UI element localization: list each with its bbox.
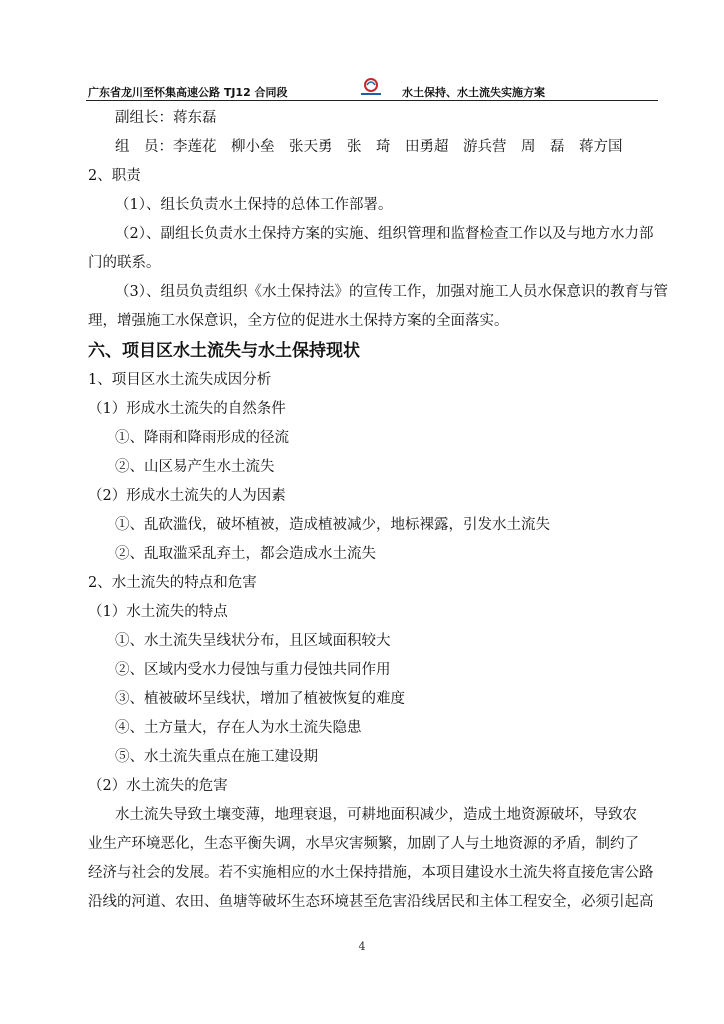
harm-paragraph-line-4: 沿线的河道、农田、鱼塘等破坏生态环境甚至危害沿线居民和主体工程安全，必须引起高	[88, 894, 654, 910]
subsection-1-2: （2）形成水土流失的人为因素	[88, 488, 286, 504]
subsection-2-1-item-a: ①、水土流失呈线状分布，且区域面积较大	[115, 633, 391, 649]
harm-paragraph-line-1: 水土流失导致土壤变薄，地理衰退，可耕地面积减少，造成土地资源破坏，导致农	[115, 807, 637, 823]
duty-item-3-line-2: 理，增强施工水保意识，全方位的促进水土保持方案的全面落实。	[88, 313, 509, 329]
harm-paragraph-line-2: 业生产环境恶化，生态平衡失调，水旱灾害频繁，加剧了人与土地资源的矛盾，制约了	[88, 836, 639, 852]
subsection-1-1-item-a: ①、降雨和降雨形成的径流	[115, 430, 289, 446]
duty-item-2-line-1: （2）、副组长负责水土保持方案的实施、组织管理和监督检查工作以及与地方水力部	[115, 226, 654, 242]
subsection-1-2-item-a: ①、乱砍滥伐，破坏植被，造成植被减少，地标裸露，引发水土流失	[115, 517, 550, 533]
subsection-2-1-item-e: ⑤、水土流失重点在施工建设期	[115, 749, 318, 765]
header-project-title: 广东省龙川至怀集高速公路 TJ12 合同段	[88, 86, 288, 99]
duty-item-3-line-1: （3）、组员负责组织《水土保持法》的宣传工作，加强对施工人员水保意识的教育与管	[115, 284, 668, 300]
members-line: 组 员：李莲花 柳小垒 张天勇 张 琦 田勇超 游兵营 周 磊 蒋方国	[115, 139, 623, 155]
duty-heading: 2、职责	[88, 168, 141, 184]
company-logo-icon	[358, 78, 384, 98]
page-header	[86, 78, 658, 101]
subsection-2-1-item-d: ④、土方量大，存在人为水土流失隐患	[115, 720, 362, 736]
header-document-title: 水土保持、水土流失实施方案	[402, 86, 545, 99]
harm-paragraph-line-3: 经济与社会的发展。若不实施相应的水土保持措施，本项目建设水土流失将直接危害公路	[88, 865, 654, 881]
subsection-2-2: （2）水土流失的危害	[88, 778, 228, 794]
subsection-1-2-item-b: ②、乱取滥采乱弃土，都会造成水土流失	[115, 546, 376, 562]
subsection-1-heading: 1、项目区水土流失成因分析	[88, 372, 272, 388]
subsection-2-1-item-c: ③、植被破坏呈线状，增加了植被恢复的难度	[115, 691, 405, 707]
section-6-title: 六、项目区水土流失与水土保持现状	[88, 341, 360, 361]
page-number: 4	[358, 940, 366, 953]
duty-item-1: （1）、组长负责水土保持的总体工作部署。	[115, 197, 393, 213]
subsection-1-1-item-b: ②、山区易产生水土流失	[115, 459, 275, 475]
subsection-2-heading: 2、水土流失的特点和危害	[88, 575, 257, 591]
subsection-1-1: （1）形成水土流失的自然条件	[88, 401, 286, 417]
subsection-2-1: （1）水土流失的特点	[88, 604, 228, 620]
duty-item-2-line-2: 门的联系。	[88, 255, 161, 271]
document-body	[88, 104, 668, 917]
deputy-leader-line: 副组长：蒋东磊	[115, 110, 217, 126]
subsection-2-1-item-b: ②、区域内受水力侵蚀与重力侵蚀共同作用	[115, 662, 391, 678]
